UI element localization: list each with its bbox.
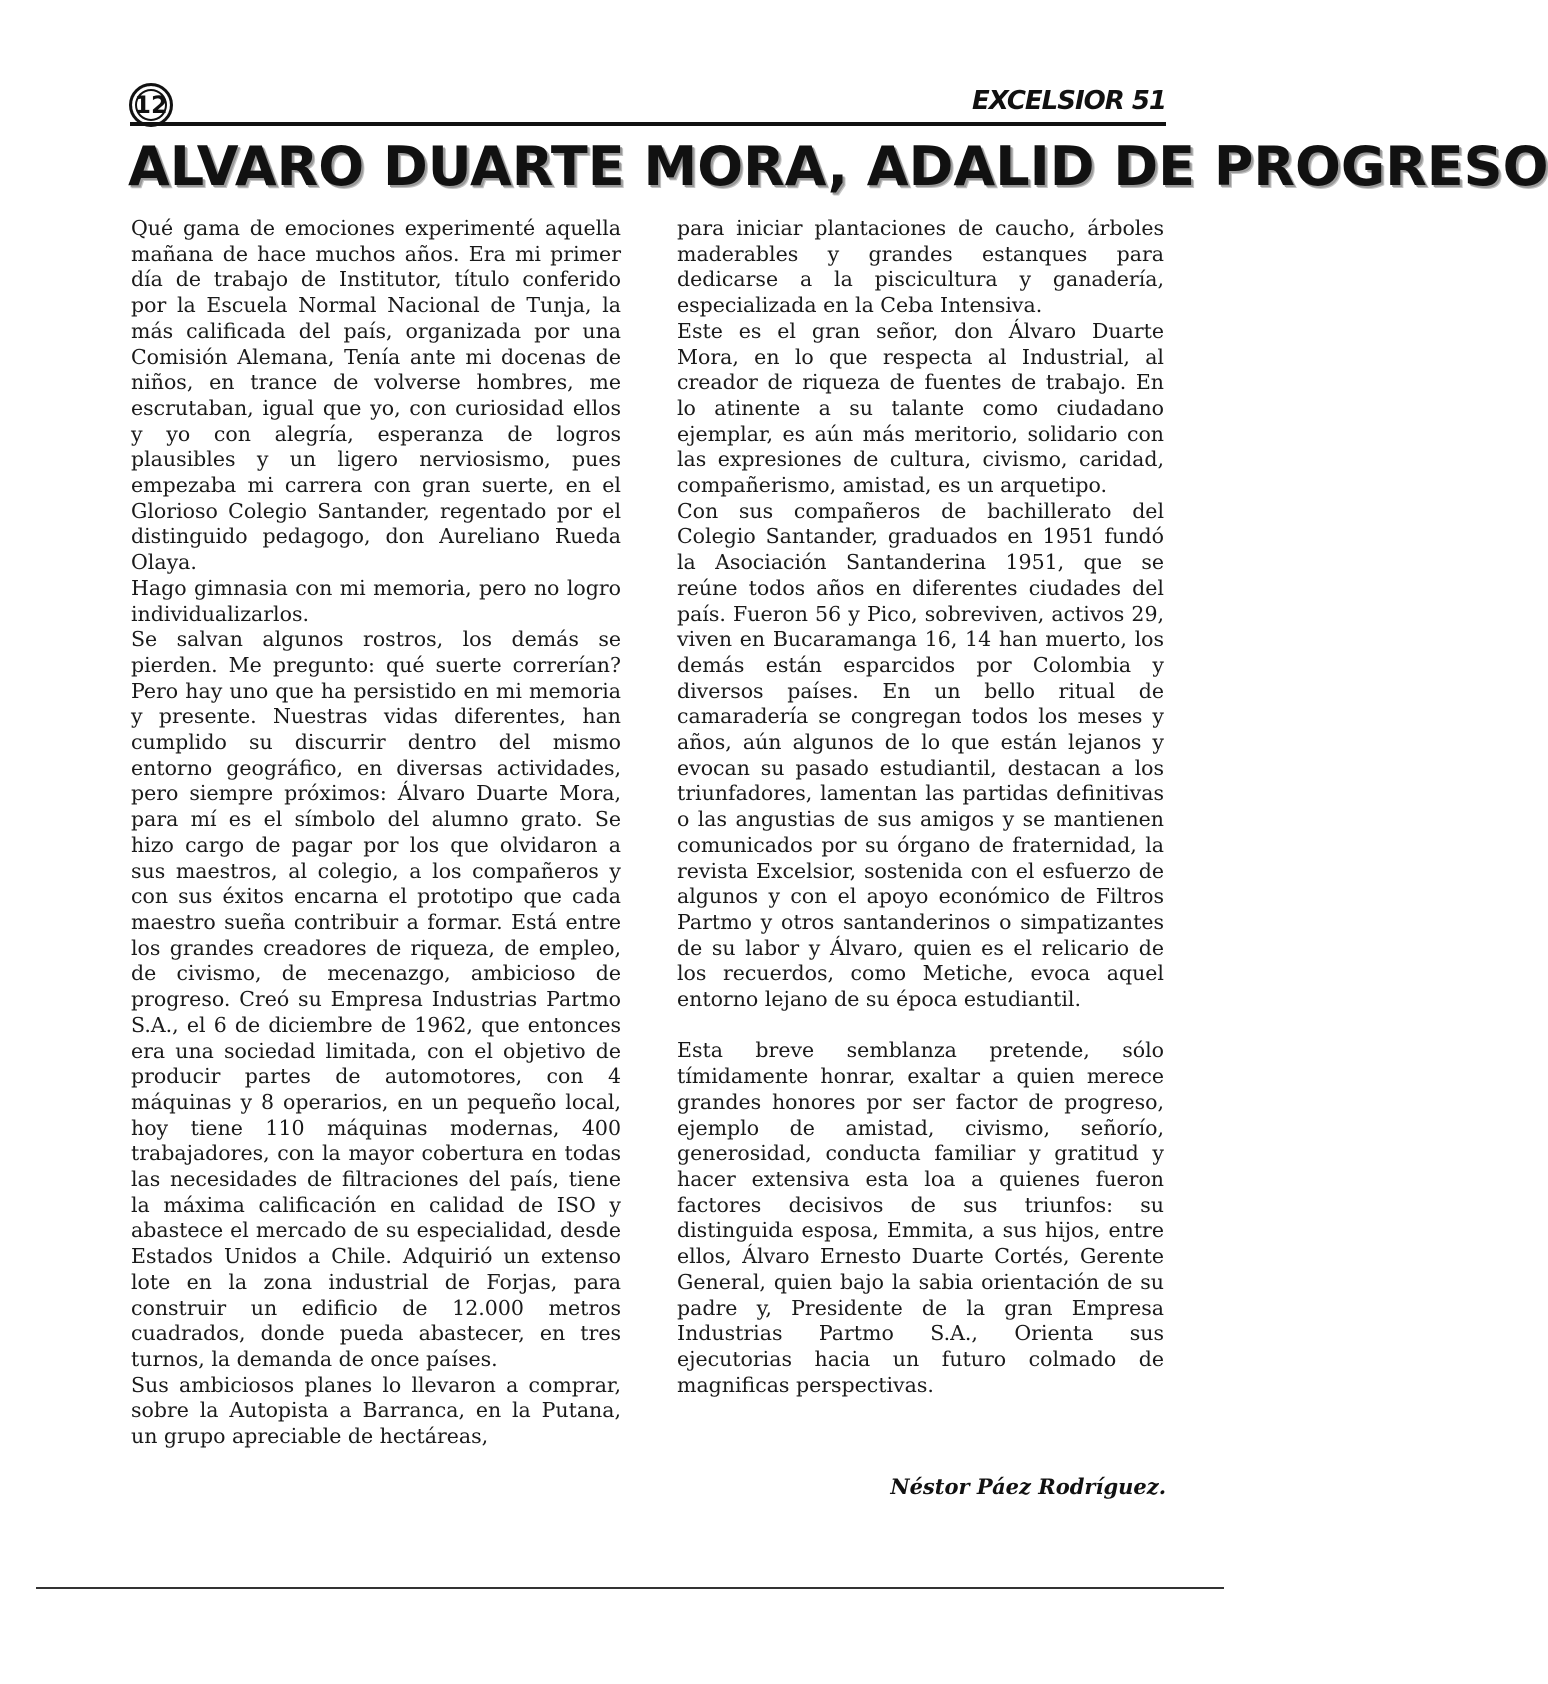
page-number: 12 [129,83,173,127]
paragraph: Este es el gran señor, don Álvaro Duarte Mora, en lo que respecta al Industrial, al creador de riqueza de fuentes de trabajo. En lo atinente a su talante como ciudadano ejemplar, es aún más meritorio, solidario con las expresiones de cultura, civismo, caridad, compañerismo, amistad, es un arquetipo. [677,318,1164,498]
author-signature: Néstor Páez Rodríguez. [890,1474,1166,1499]
paragraph: Se salvan algunos rostros, los demás se pierden. Me pregunto: qué suerte correrían? Pero hay uno que ha persistido en mi memoria y presente. Nuestras vidas diferentes, han cumplido su discurrir dentro del mismo entorno geográfico, en diversas actividades, pero siempre próximos: Álvaro Duarte Mora, para mí es el símbolo del alumno grato. Se hizo cargo de pagar por los que olvidaron a sus maestros, al colegio, a los compañeros y con sus éxitos encarna el prototipo que cada maestro sueña contribuir a formar. Está entre los grandes creadores de riqueza, de empleo, de civismo, de mecenazgo, ambicioso de progreso. Creó su Empresa Industrias Partmo S.A., el 6 de diciembre de 1962, que entonces era una sociedad limitada, con el objetivo de producir partes de automotores, con 4 máquinas y 8 operarios, en un pequeño local, hoy tiene 110 máquinas modernas, 400 trabajadores, con la mayor cobertura en todas las necesidades de filtraciones del país, tiene la máxima calificación en calidad de ISO y abastece el mercado de su especialidad, desde Estados Unidos a Chile. Adquirió un extenso lote en la zona industrial de Forjas, para construir un edificio de 12.000 metros cuadrados, donde pueda abastecer, en tres turnos, la demanda de once países. [131,627,621,1371]
article-title: ALVARO DUARTE MORA, ADALID DE PROGRESO [128,135,1548,198]
paragraph: Qué gama de emociones experimenté aquella mañana de hace muchos años. Era mi primer día de trabajo de Institutor, título conferido por la Escuela Normal Nacional de Tunja, la más calificada del país, organizada por una Comisión Alemana, Tenía ante mi docenas de niños, en trance de volverse hombres, me escrutaban, igual que yo, con curiosidad ellos y yo con alegría, esperanza de logros plausibles y un ligero nerviosismo, pues empezaba mi carrera con gran suerte, en el Glorioso Colegio Santander, regentado por el distinguido pedagogo, don Aureliano Rueda Olaya. [131,216,621,575]
paragraph: Con sus compañeros de bachillerato del Colegio Santander, graduados en 1951 fundó la Asociación Santanderina 1951, que se reúne todos años en diferentes ciudades del país. Fueron 56 y Pico, sobreviven, activos 29, viven en Bucaramanga 16, 14 han muerto, los demás están esparcidos por Colombia y diversos países. En un bello ritual de camaradería se congregan todos los meses y años, aún algunos de lo que están lejanos y evocan su pasado estudiantil, destacan a los triunfadores, lamentan las partidas definitivas o las angustias de sus amigos y se mantienen comunicados por su órgano de fraternidad, la revista Excelsior, sostenida con el esfuerzo de algunos y con el apoyo económico de Filtros Partmo y otros santanderinos o simpatizantes de su labor y Álvaro, quien es el relicario de los recuerdos, como Metiche, evoca aquel entorno lejano de su época estudiantil. [677,498,1164,1012]
left-column [131,216,621,1450]
magazine-name: EXCELSIOR 51 [971,86,1166,116]
paragraph: Esta breve semblanza pretende, sólo tímidamente honrar, exaltar a quien merece grandes honores por ser factor de progreso, ejemplo de amistad, civismo, señorío, generosidad, conducta familiar y gratitud y hacer extensiva esta loa a quienes fueron factores decisivos de sus triunfos: su distinguida esposa, Emmita, a sus hijos, entre ellos, Álvaro Ernesto Duarte Cortés, Gerente General, quien bajo la sabia orientación de su padre y, Presidente de la gran Empresa Industrias Partmo S.A., Orienta sus ejecutorias hacia un futuro colmado de magnificas perspectivas. [677,1038,1164,1397]
footer-rule [36,1587,1224,1589]
right-column [677,216,1164,1398]
paragraph: Hago gimnasia con mi memoria, pero no logro individualizarlos. [131,575,621,626]
paragraph: para iniciar plantaciones de caucho, árboles maderables y grandes estanques para dedicarse a la piscicultura y ganadería, especializada en la Ceba Intensiva. [677,216,1164,318]
header-rule [130,122,1166,126]
paragraph: Sus ambiciosos planes lo llevaron a comprar, sobre la Autopista a Barranca, en la Putana, un grupo apreciable de hectáreas, [131,1372,621,1449]
